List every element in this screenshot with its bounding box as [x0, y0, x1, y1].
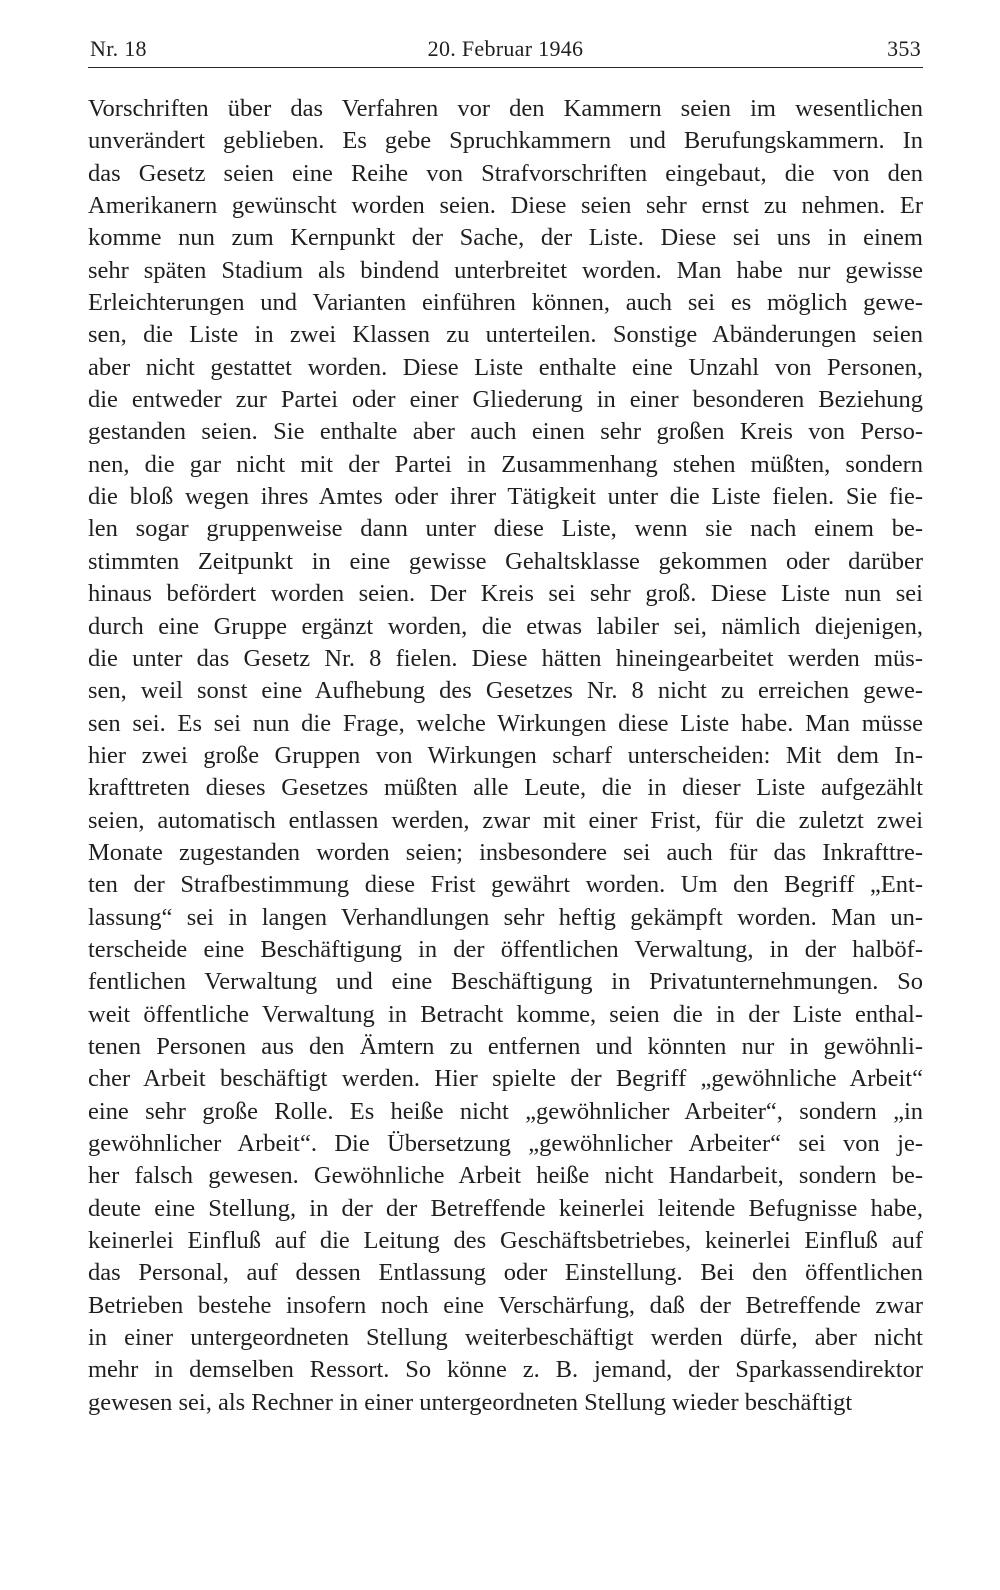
- running-header: [88, 30, 923, 64]
- text-line: gewöhnlicher Arbeit“. Die Übersetzung „gewöhnlicher Arbeiter“ sei von je-: [88, 1130, 923, 1157]
- text-line: Vorschriften über das Verfahren vor den Kammern seien im wesentlichen: [88, 95, 923, 122]
- text-line: deute eine Stellung, in der der Betreffende keinerlei leitende Befugnisse habe,: [88, 1194, 923, 1222]
- text-line: die entweder zur Partei oder einer Gliederung in einer besonderen Beziehung: [88, 386, 923, 414]
- text-line: ten der Strafbestimmung diese Frist gewährt worden. Um den Begriff „Ent-: [88, 871, 923, 899]
- text-line: mehr in demselben Ressort. So könne z. B. jemand, der Sparkassendirektor: [88, 1356, 923, 1384]
- text-line: die bloß wegen ihres Amtes oder ihrer Tätigkeit unter die Liste fielen. Sie fie-: [88, 483, 923, 511]
- text-line: das Gesetz seien eine Reihe von Strafvorschriften eingebaut, die von den: [88, 159, 923, 187]
- page-number: 353: [887, 36, 921, 61]
- text-line: Amerikanern gewünscht worden seien. Diese seien sehr ernst zu nehmen. Er: [88, 192, 923, 220]
- body-text: [88, 93, 923, 1419]
- text-line: weit öffentliche Verwaltung in Betracht komme, seien die in der Liste enthal-: [88, 1000, 923, 1028]
- text-line: seien, automatisch entlassen werden, zwar mit einer Frist, für die zuletzt zwei: [88, 806, 923, 834]
- text-line: durch eine Gruppe ergänzt worden, die etwas labiler sei, nämlich diejenigen,: [88, 612, 923, 640]
- text-line: fentlichen Verwaltung und eine Beschäftigung in Privatunternehmungen. So: [88, 968, 923, 996]
- text-line: hier zwei große Gruppen von Wirkungen scharf unterscheiden: Mit dem In-: [88, 741, 923, 769]
- issue-number: Nr. 18: [90, 36, 147, 61]
- text-line: die unter das Gesetz Nr. 8 fielen. Diese hätten hineingearbeitet werden müs-: [88, 644, 923, 672]
- text-line: gestanden seien. Sie enthalte aber auch einen sehr großen Kreis von Perso-: [88, 418, 923, 446]
- text-line: terscheide eine Beschäftigung in der öffentlichen Verwaltung, in der halböf-: [88, 935, 923, 963]
- text-line: unverändert geblieben. Es gebe Spruchkammern und Berufungskammern. In: [88, 127, 923, 155]
- text-line: sen sei. Es sei nun die Frage, welche Wirkungen diese Liste habe. Man müsse: [88, 709, 923, 737]
- text-line: len sogar gruppenweise dann unter diese Liste, wenn sie nach einem be-: [88, 515, 923, 543]
- text-line: aber nicht gestattet worden. Diese Liste enthalte eine Unzahl von Personen,: [88, 353, 923, 381]
- text-line: sen, weil sonst eine Aufhebung des Gesetzes Nr. 8 nicht zu erreichen gewe-: [88, 677, 923, 705]
- text-line: nen, die gar nicht mit der Partei in Zusammenhang stehen müßten, sondern: [88, 450, 923, 478]
- text-line: tenen Personen aus den Ämtern zu entfernen und könnten nur in gewöhnli-: [88, 1032, 923, 1060]
- issue-date: 20. Februar 1946: [427, 36, 584, 61]
- text-line: hinaus befördert worden seien. Der Kreis sei sehr groß. Diese Liste nun sei: [88, 580, 923, 608]
- text-line: sehr späten Stadium als bindend unterbreitet worden. Man habe nur gewisse: [88, 256, 923, 284]
- text-line: cher Arbeit beschäftigt werden. Hier spielte der Begriff „gewöhnliche Arbeit“: [88, 1065, 923, 1093]
- text-line: in einer untergeordneten Stellung weiterbeschäftigt werden dürfe, aber nicht: [88, 1324, 923, 1352]
- text-line: lassung“ sei in langen Verhandlungen sehr heftig gekämpft worden. Man un-: [88, 903, 923, 931]
- text-line: komme nun zum Kernpunkt der Sache, der Liste. Diese sei uns in einem: [88, 224, 923, 252]
- text-line: her falsch gewesen. Gewöhnliche Arbeit heiße nicht Handarbeit, sondern be-: [88, 1162, 923, 1190]
- text-line: Erleichterungen und Varianten einführen können, auch sei es möglich gewe-: [88, 289, 923, 317]
- text-line: das Personal, auf dessen Entlassung oder Einstellung. Bei den öffentlichen: [88, 1259, 923, 1287]
- text-line: krafttreten dieses Gesetzes müßten alle Leute, die in dieser Liste aufgezählt: [88, 774, 923, 802]
- text-line: keinerlei Einfluß auf die Leitung des Geschäftsbetriebes, keinerlei Einfluß auf: [88, 1227, 923, 1255]
- text-line: Monate zugestanden worden seien; insbesondere sei auch für das Inkrafttre-: [88, 838, 923, 866]
- header-rule: [88, 67, 923, 68]
- text-line: Betrieben bestehe insofern noch eine Verschärfung, daß der Betreffende zwar: [88, 1291, 923, 1319]
- text-line: eine sehr große Rolle. Es heiße nicht „gewöhnlicher Arbeiter“, sondern „in: [88, 1097, 923, 1125]
- text-line: stimmten Zeitpunkt in eine gewisse Gehaltsklasse gekommen oder darüber: [88, 547, 923, 575]
- text-line: gewesen sei, als Rechner in einer untergeordneten Stellung wieder beschäftigt: [88, 1388, 853, 1416]
- text-line: sen, die Liste in zwei Klassen zu unterteilen. Sonstige Abänderungen seien: [88, 321, 923, 349]
